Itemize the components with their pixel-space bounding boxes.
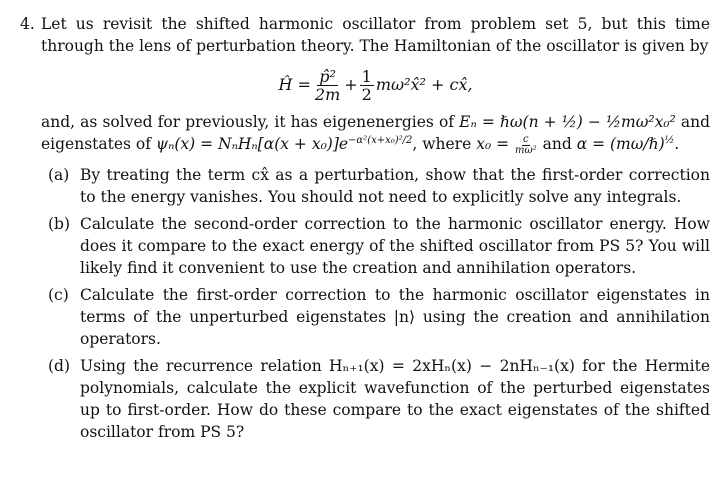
hamiltonian-rest: mω²x̂² + cx̂, bbox=[375, 75, 473, 94]
subpart-label: (a) bbox=[48, 165, 70, 184]
x0-fraction bbox=[515, 135, 537, 156]
eigenstate-exponent: −α²(x+x₀)²/2 bbox=[348, 134, 413, 146]
hamiltonian-lhs: Ĥ = bbox=[278, 75, 311, 94]
subpart-label: (c) bbox=[48, 285, 69, 304]
subpart-label: (d) bbox=[48, 356, 71, 375]
subpart-d bbox=[20, 355, 710, 443]
text-after-4: and bbox=[537, 135, 572, 153]
problem-intro: Let us revisit the shifted harmonic oscillator from problem set 5, but this time through the lens of perturbation theory. The Hamiltonian of the oscillator is given by bbox=[41, 15, 710, 55]
alpha-exponent: ½ bbox=[664, 134, 675, 146]
kinetic-denominator: 2m bbox=[314, 84, 341, 104]
problem-4 bbox=[20, 13, 710, 448]
subpart-c bbox=[20, 284, 710, 350]
problem-continuation bbox=[41, 111, 710, 156]
half-denominator: 2 bbox=[361, 84, 372, 104]
problem-number: 4. bbox=[20, 15, 35, 33]
subpart-b bbox=[20, 213, 710, 279]
eigenstate-base: ψₙ(x) = NₙHₙ[α(x + x₀)]e bbox=[155, 135, 349, 153]
kinetic-numerator: p̂² bbox=[319, 66, 336, 86]
subpart-label: (b) bbox=[48, 214, 71, 233]
x0-lhs: x₀ = bbox=[476, 135, 510, 153]
half-numerator: 1 bbox=[361, 66, 372, 86]
kinetic-fraction bbox=[313, 68, 342, 103]
alpha-end: . bbox=[674, 135, 680, 153]
alpha-base: α = (mω/ℏ) bbox=[576, 135, 665, 153]
eigenstate-expression bbox=[156, 135, 412, 153]
subpart-text: Calculate the second-order correction to the harmonic oscillator energy. How does it compare to the exact energy of the shifted oscillator from PS 5? You will likely find it convenient to use the creation and annihilation operators. bbox=[80, 214, 710, 277]
text-after-1: and, as solved for previously, it has eigenenergies of bbox=[41, 113, 460, 131]
subparts-list bbox=[20, 164, 710, 443]
half-fraction bbox=[360, 68, 374, 103]
energy-expression: Eₙ = ℏω(n + ½) − ½mω²x₀² bbox=[459, 113, 676, 131]
x0-denominator: mω² bbox=[515, 144, 537, 156]
text-after-2: and eigenstates of bbox=[41, 113, 711, 153]
hamiltonian-equation bbox=[41, 59, 710, 111]
alpha-definition bbox=[577, 135, 675, 153]
x0-definition bbox=[476, 133, 537, 156]
subpart-text: By treating the term cx̂ as a perturbation, show that the first-order correction to the energy vanishes. You should not need to explicitly solve any integrals. bbox=[80, 165, 710, 206]
text-after-3: , where bbox=[412, 135, 477, 153]
problem-statement bbox=[41, 13, 710, 156]
subpart-text: Using the recurrence relation Hₙ₊₁(x) = 2xHₙ(x) − 2nHₙ₋₁(x) for the Hermite polynomials, calculate the explicit wavefunction of the perturbed eigenstates up to first-order. How do these compare to the exact eigenstates of the shifted oscillator from PS 5? bbox=[80, 356, 710, 441]
plus-sign: + bbox=[344, 75, 358, 94]
subpart-a bbox=[20, 164, 710, 208]
subpart-text: Calculate the first-order correction to the harmonic oscillator eigenstates in terms of the unperturbed eigenstates |n⟩ using the creation and annihilation operators. bbox=[80, 285, 710, 348]
x0-numerator: c bbox=[523, 133, 529, 145]
